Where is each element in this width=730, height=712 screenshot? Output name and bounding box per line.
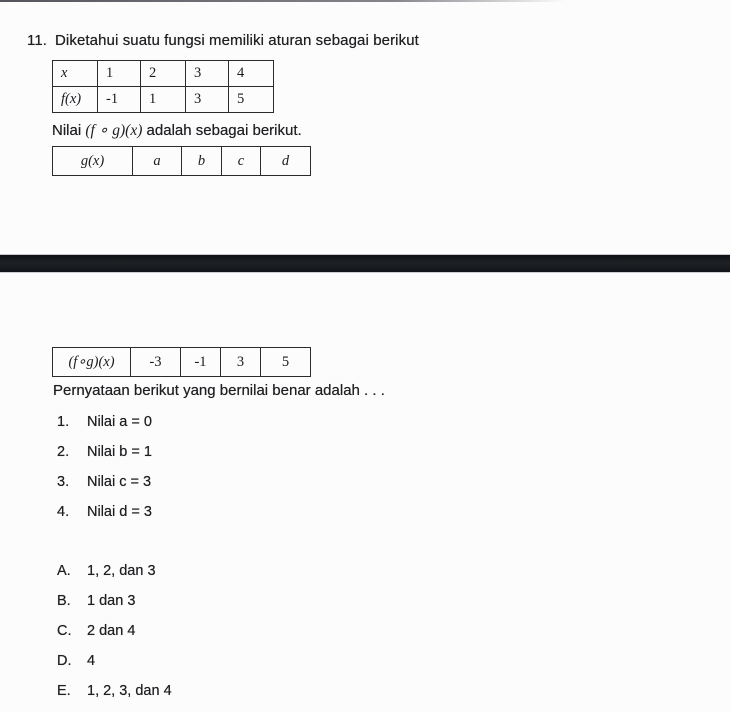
- table-cell: -1: [181, 348, 221, 377]
- statement-number: 4.: [57, 504, 70, 520]
- table-cell: d: [261, 147, 311, 176]
- table-cell: 3: [186, 61, 229, 87]
- option-letter: A.: [57, 563, 71, 579]
- table-cell: f(x): [53, 87, 98, 113]
- caption-prefix: Nilai: [52, 122, 86, 139]
- statement-item: [57, 474, 151, 490]
- option-text: 1 dan 3: [87, 593, 136, 609]
- caption-suffix: adalah sebagai berikut.: [142, 122, 302, 139]
- statement-text: Nilai a = 0: [87, 414, 152, 430]
- table-row: [53, 348, 311, 377]
- statement-number: 1.: [57, 414, 70, 430]
- table-cell: (f∘g)(x): [53, 348, 131, 377]
- table-cell: 5: [229, 87, 274, 113]
- table-row: [53, 87, 274, 113]
- table-cell: 4: [229, 61, 274, 87]
- statement-item: [57, 414, 152, 430]
- statement-number: 3.: [57, 474, 70, 490]
- table-cell: g(x): [53, 147, 133, 176]
- photo-edge-artifact: [0, 0, 565, 2]
- answer-option-b: [57, 593, 135, 609]
- question-line: [27, 32, 419, 49]
- table-cell: 3: [221, 348, 261, 377]
- table-cell: 1: [141, 87, 186, 113]
- option-text: 1, 2, dan 3: [87, 563, 156, 579]
- table-row: [53, 147, 311, 176]
- table-cell: 2: [141, 61, 186, 87]
- table-cell: 3: [186, 87, 229, 113]
- statement-item: [57, 504, 152, 520]
- table-cell: 5: [261, 348, 311, 377]
- option-letter: B.: [57, 593, 71, 609]
- table-cell: c: [222, 147, 261, 176]
- option-letter: C.: [57, 623, 72, 639]
- option-letter: D.: [57, 653, 72, 669]
- answer-option-a: [57, 563, 156, 579]
- table-cell: a: [133, 147, 182, 176]
- table-fog-of-x: [52, 347, 311, 377]
- statement-text: Nilai c = 3: [87, 474, 152, 490]
- answer-option-e: [57, 683, 172, 699]
- answer-option-d: [57, 653, 95, 669]
- statement-text: Nilai d = 3: [87, 504, 152, 520]
- table-cell: b: [182, 147, 222, 176]
- statements-intro: Pernyataan berikut yang bernilai benar adalah . . .: [53, 382, 385, 399]
- question-text: Diketahui suatu fungsi memiliki aturan sebagai berikut: [55, 32, 419, 49]
- table-cell: -1: [98, 87, 141, 113]
- answer-option-c: [57, 623, 135, 639]
- table-row: [53, 61, 274, 87]
- option-text: 1, 2, 3, dan 4: [87, 683, 172, 699]
- table-cell: -3: [131, 348, 181, 377]
- table-cell: x: [53, 61, 98, 87]
- table-g-of-x: [52, 146, 311, 176]
- option-text: 4: [87, 653, 96, 669]
- fog-caption: [52, 121, 302, 140]
- table-f-of-x: [52, 60, 274, 113]
- statement-text: Nilai b = 1: [87, 444, 152, 460]
- fog-math-expression: (f ∘ g)(x): [85, 122, 143, 139]
- statement-number: 2.: [57, 444, 70, 460]
- statement-item: [57, 444, 152, 460]
- table-cell: 1: [98, 61, 141, 87]
- question-number: 11.: [27, 32, 48, 49]
- option-letter: E.: [57, 683, 71, 699]
- black-divider-band: [0, 254, 730, 273]
- option-text: 2 dan 4: [87, 623, 136, 639]
